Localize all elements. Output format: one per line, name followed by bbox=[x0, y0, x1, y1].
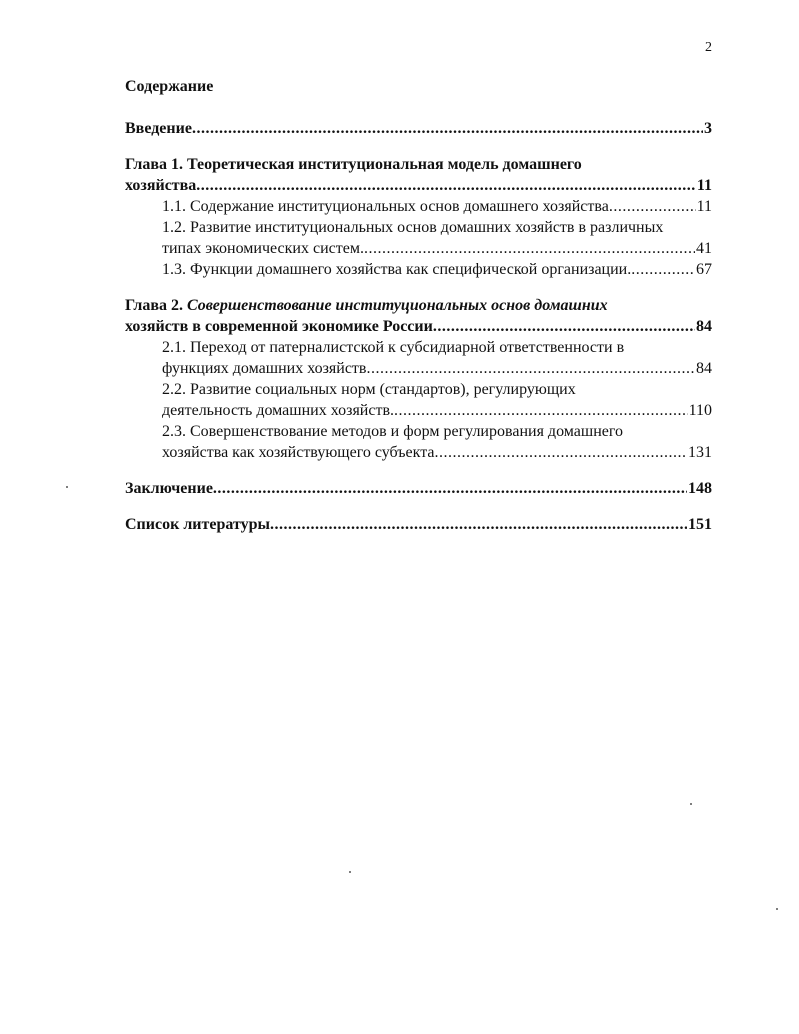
toc-entry-label: типах экономических систем. bbox=[162, 240, 364, 257]
dot-leader bbox=[366, 358, 695, 379]
toc-entry-section-1-1[interactable] bbox=[125, 196, 712, 217]
toc-entry-conclusion[interactable] bbox=[125, 478, 712, 499]
table-of-contents bbox=[125, 118, 712, 535]
toc-entry-section-2-1[interactable] bbox=[125, 337, 712, 379]
toc-entry-label: Заключение bbox=[125, 480, 213, 497]
dot-leader bbox=[435, 442, 688, 463]
toc-page-number: 3 bbox=[704, 120, 712, 137]
toc-entry-section-2-3[interactable] bbox=[125, 421, 712, 463]
toc-page-number: 131 bbox=[688, 444, 712, 461]
toc-entry-intro[interactable] bbox=[125, 118, 712, 139]
toc-entry-label: 2.2. Развитие социальных норм (стандартов), регулирующих bbox=[162, 381, 576, 398]
toc-page-number: 11 bbox=[696, 177, 712, 194]
toc-entry-label: 1.2. Развитие институциональных основ домашних хозяйств в различных bbox=[162, 219, 664, 236]
page-number: 2 bbox=[705, 40, 712, 55]
scan-speck bbox=[66, 486, 68, 488]
toc-page-number: 84 bbox=[696, 318, 712, 335]
toc-entry-label: хозяйств в современной экономике России bbox=[125, 318, 433, 335]
toc-entry-label: Совершенствование институциональных основ домашних bbox=[183, 297, 608, 314]
toc-entry-label: 2.3. Совершенствование методов и форм регулирования домашнего bbox=[162, 423, 624, 440]
dot-leader bbox=[192, 118, 703, 139]
dot-leader bbox=[394, 400, 688, 421]
dot-leader bbox=[213, 478, 687, 499]
toc-block-conclusion bbox=[125, 478, 712, 499]
toc-entry-label: деятельность домашних хозяйств. bbox=[162, 402, 395, 419]
toc-entry-section-1-3[interactable] bbox=[125, 259, 712, 280]
dot-leader bbox=[270, 514, 687, 535]
scan-speck bbox=[776, 908, 778, 910]
toc-page-number: 11 bbox=[696, 198, 712, 215]
toc-entry-label: 2.1. Переход от патерналистской к субсидиарной ответственности в bbox=[162, 339, 625, 356]
toc-entry-label: Глава 1. Теоретическая институциональная модель домашнего bbox=[125, 156, 582, 173]
toc-block-chapter-1 bbox=[125, 154, 712, 280]
toc-entry-label: Введение bbox=[125, 120, 192, 137]
toc-page-number: 84 bbox=[696, 360, 712, 377]
toc-entry-label: Список литературы bbox=[125, 516, 270, 533]
dot-leader bbox=[196, 175, 696, 196]
dot-leader bbox=[364, 238, 695, 259]
dot-leader bbox=[609, 196, 696, 217]
toc-page-number: 151 bbox=[688, 516, 712, 533]
toc-entry-label: хозяйства как хозяйствующего субъекта bbox=[162, 444, 435, 461]
toc-block-intro bbox=[125, 118, 712, 139]
toc-entry-section-2-2[interactable] bbox=[125, 379, 712, 421]
toc-entry-label: 1.3. Функции домашнего хозяйства как специфической организации. bbox=[162, 261, 632, 278]
toc-entry-label: хозяйства bbox=[125, 177, 197, 194]
toc-entry-label: функциях домашних хозяйств bbox=[162, 360, 367, 377]
toc-entry-chapter-1[interactable] bbox=[125, 154, 712, 196]
toc-page-number: 67 bbox=[696, 261, 712, 278]
toc-page-number: 148 bbox=[688, 480, 712, 497]
scan-speck bbox=[690, 803, 692, 805]
dot-leader bbox=[631, 259, 695, 280]
toc-block-references bbox=[125, 514, 712, 535]
toc-chapter-prefix: Глава 2. bbox=[125, 297, 183, 314]
toc-block-chapter-2 bbox=[125, 295, 712, 463]
toc-page-number: 110 bbox=[688, 402, 712, 419]
scan-speck bbox=[349, 871, 351, 873]
toc-entry-section-1-2[interactable] bbox=[125, 217, 712, 259]
toc-page-number: 41 bbox=[696, 240, 712, 257]
dot-leader bbox=[433, 316, 695, 337]
toc-title: Содержание bbox=[125, 78, 214, 95]
toc-entry-references[interactable] bbox=[125, 514, 712, 535]
toc-entry-label: 1.1. Содержание институциональных основ домашнего хозяйства bbox=[162, 198, 609, 215]
toc-entry-chapter-2[interactable] bbox=[125, 295, 712, 337]
